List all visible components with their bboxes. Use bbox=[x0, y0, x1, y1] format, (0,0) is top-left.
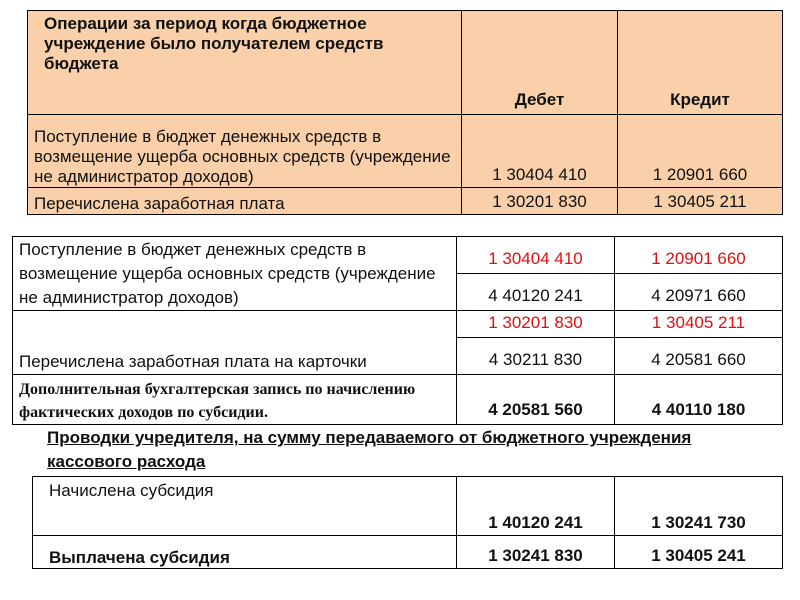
section-title: Проводки учредителя, на сумму передаваемого от бюджетного учреждения кассового расхода bbox=[47, 428, 692, 471]
row-label: Перечислена заработная плата bbox=[28, 188, 462, 215]
table-row bbox=[33, 477, 783, 536]
table-row bbox=[13, 311, 783, 338]
header-debit: Дебет bbox=[462, 11, 618, 115]
debit-value: 4 20581 560 bbox=[457, 375, 615, 425]
debit-value: 1 30404 410 bbox=[462, 115, 618, 188]
header-title: Операции за период когда бюджетное учреждение было получателем средств бюджета bbox=[28, 11, 462, 115]
debit-value: 1 30201 830 bbox=[462, 188, 618, 215]
budget-operations-table bbox=[27, 10, 783, 215]
header-credit: Кредит bbox=[618, 11, 783, 115]
debit-value-red: 1 30201 830 bbox=[457, 311, 615, 338]
credit-value-red: 1 20901 660 bbox=[615, 237, 783, 274]
row-label: Перечислена заработная плата на карточки bbox=[13, 311, 457, 375]
table-row bbox=[13, 237, 783, 274]
row-label: Поступление в бюджет денежных средств в возмещение ущерба основных средств (учреждение не администратор доходов) bbox=[13, 237, 457, 311]
credit-value: 4 20581 660 bbox=[615, 338, 783, 375]
table-row bbox=[33, 536, 783, 569]
founder-entries-table bbox=[32, 476, 783, 569]
table-row bbox=[28, 188, 783, 215]
table-row bbox=[28, 115, 783, 188]
credit-value-red: 1 30405 211 bbox=[615, 311, 783, 338]
row-label: Дополнительная бухгалтерская запись по начислению фактических доходов по субсидии. bbox=[13, 375, 457, 425]
row-label: Начислена субсидия bbox=[33, 477, 457, 536]
credit-value: 1 20901 660 bbox=[618, 115, 783, 188]
credit-value: 1 30405 241 bbox=[615, 536, 783, 569]
table-row bbox=[13, 375, 783, 425]
credit-value: 1 30241 730 bbox=[615, 477, 783, 536]
debit-value-red: 1 30404 410 bbox=[457, 237, 615, 274]
row-label: Поступление в бюджет денежных средств в возмещение ущерба основных средств (учреждение не администратор доходов) bbox=[28, 115, 462, 188]
credit-value: 4 40110 180 bbox=[615, 375, 783, 425]
institution-entries-table bbox=[12, 236, 783, 425]
debit-value: 4 30211 830 bbox=[457, 338, 615, 375]
debit-value: 1 30241 830 bbox=[457, 536, 615, 569]
debit-value: 1 40120 241 bbox=[457, 477, 615, 536]
row-label: Выплачена субсидия bbox=[33, 536, 457, 569]
debit-value: 4 40120 241 bbox=[457, 274, 615, 311]
credit-value: 1 30405 211 bbox=[618, 188, 783, 215]
table-header-row bbox=[28, 11, 783, 115]
credit-value: 4 20971 660 bbox=[615, 274, 783, 311]
